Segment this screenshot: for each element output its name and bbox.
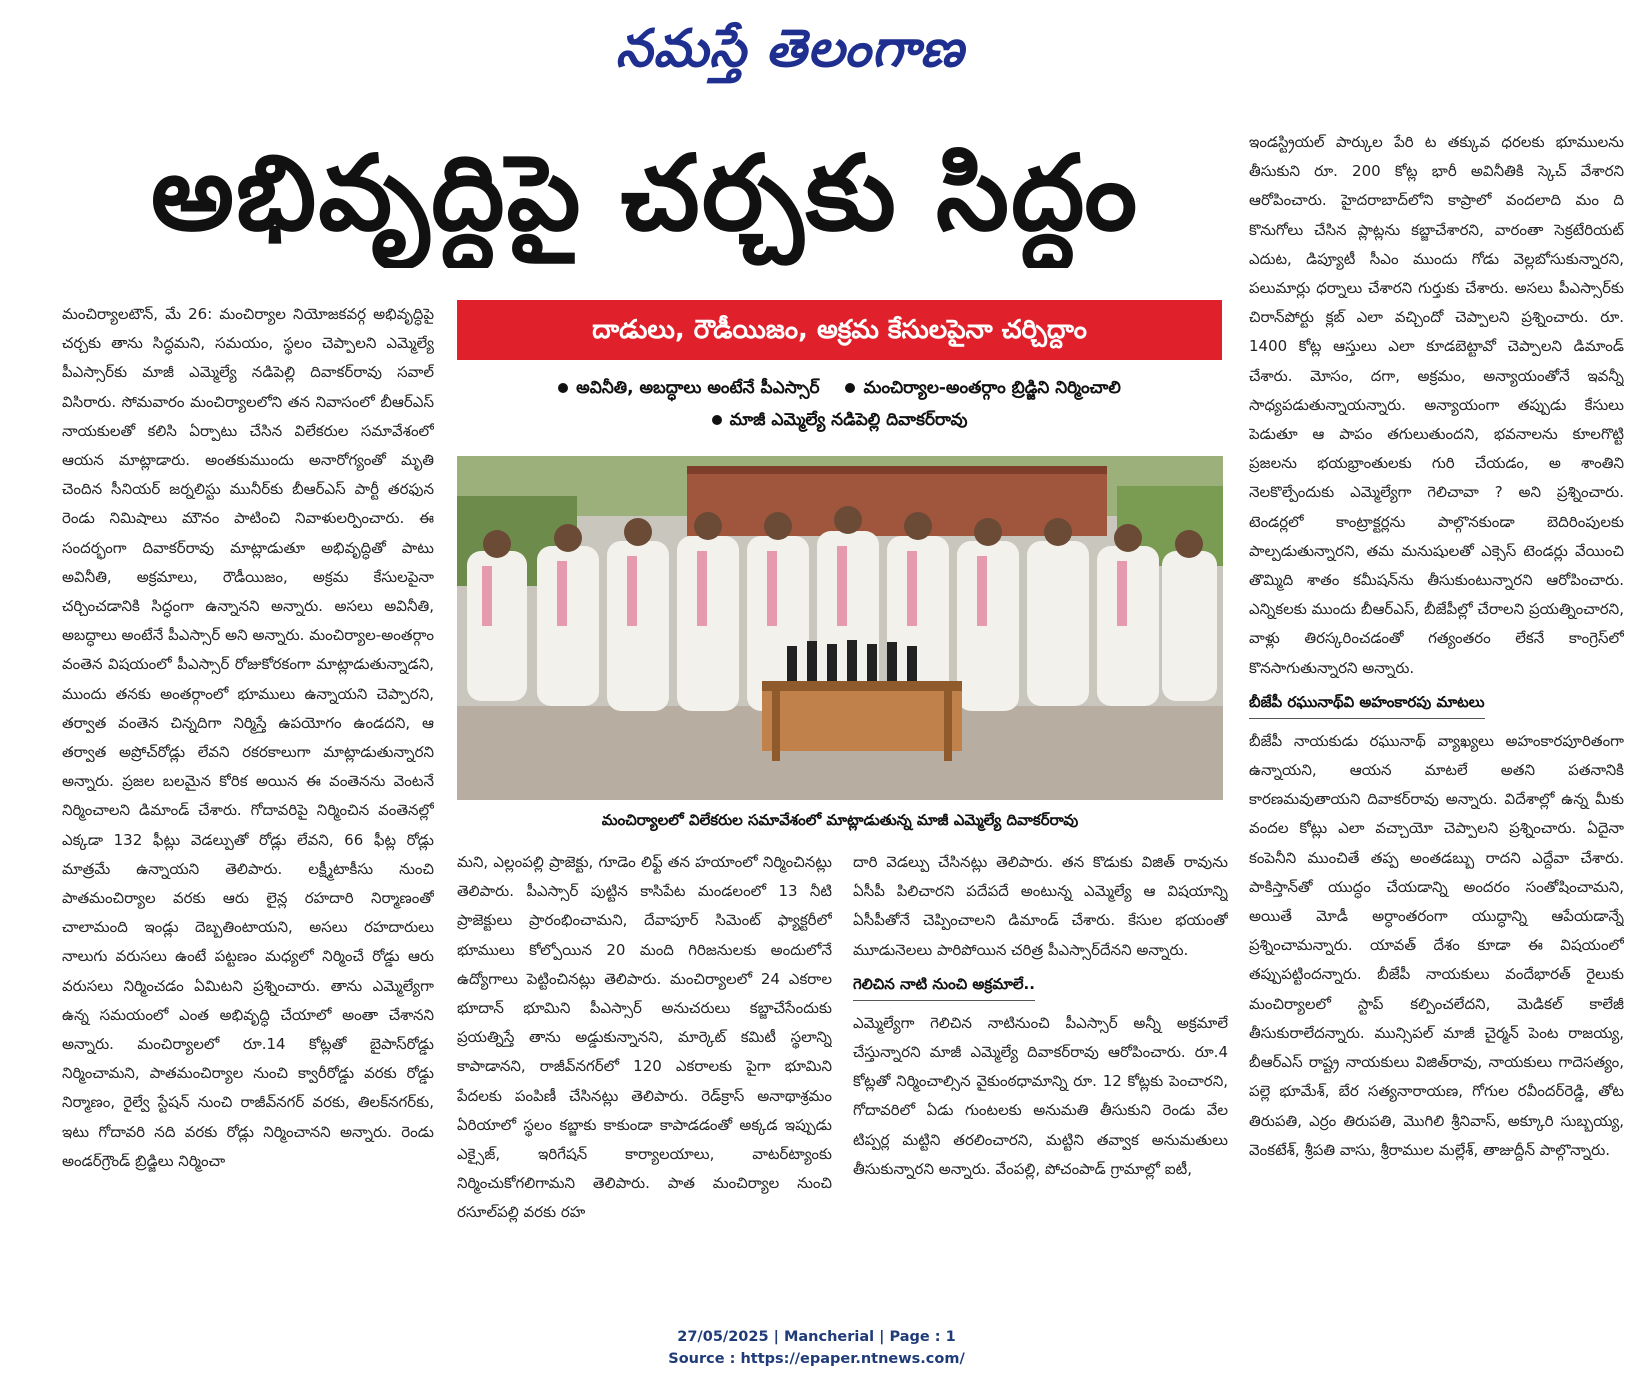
headline: అభివృద్ధిపై చర్చకు సిద్ధం [150,132,1140,254]
photo-illustration [457,456,1223,800]
highlight-bullets [457,372,1222,436]
column-text: బీజేపీ నాయకుడు రఘునాథ్ వ్యాఖ్యలు అహంకారపూరితంగా ఉన్నాయని, ఆయన మాటలే అతని పతనానికి కారణమవుతాయని దివాకర్‌రావు అన్నారు. విదేశాల్లో ఉన్న మీకు వందల కోట్లు ఎలా వచ్చాయో చెప్పాలని ప్రశ్నించారు. ఏదైనా కంపెనీని ముంచితే తప్ప అంతడబ్బు రాదని ఎద్దేవా చేశారు. పాకిస్తాన్‌తో యుద్ధం చేయడాన్ని అందరం సంతోషించామని, అయితే మోడీ అర్ధాంతరంగా యుద్ధాన్ని ఆపేయడాన్నే ప్రశ్నించామన్నారు. యావత్ దేశం కూడా ఈ విషయంలో తప్పుపట్టిందన్నారు. బీజేపీ నాయకులు వందేభారత్ రైలుకు మంచిర్యాలలో స్టాప్ కల్పించలేదని, మెడికల్ కాలేజీ తీసుకురాలేదన్నారు. మున్సిపల్ మాజీ చైర్మన్ పెంట రాజయ్య, బీఆర్‌ఎస్ రాష్ట్ర నాయకులు విజిత్‌రావు, నాయకులు గాదెసత్యం, పల్లె భూమేశ్, బేర సత్యనారాయణ, గోగుల రవీందర్‌రెడ్డి, తోట తిరుపతి, ఎర్రం తిరుపతి, మొగిలి శ్రీనివాస్, అక్కూరి సుబ్బయ్య, వెంకటేశ్, శ్రీపతి వాసు, శ్రీరాముల మల్లేశ్, తాజుద్దీన్ పాల్గొన్నారు. [1249,731,1624,1159]
page-footer [0,1326,1633,1370]
column-text: ఎమ్మెల్యేగా గెలిచిన నాటినుంచి పీఎస్సార్ అన్నీ అక్రమాలే చేస్తున్నారని మాజీ ఎమ్మెల్యే దివాకర్‌రావు ఆరోపించారు. రూ.4 కోట్లతో నిర్మించాల్సిన వైకుంఠధామాన్ని రూ. 12 కోట్లకు పెంచారని, గోదావరిలో ఏడు గుంటలకు అనుమతి తీసుకుని రెండు వేల టిప్పర్ల మట్టిని తరలించారని, మట్టిని తవ్వాక అనుమతులు తీసుకున్నారని అన్నారు. వేంపల్లి, పోచంపాడ్ గ్రామాల్లో ఐటీ, [853,1013,1228,1178]
column-text: దారి వెడల్పు చేసినట్లు తెలిపారు. తన కొడుకు విజిత్ రావును ఏసీపీ పిలిచారని పదేపదే అంటున్న ఎమ్మెల్యే ఆ విషయాన్ని ఏసీపీతోనే చెప్పించాలని డిమాండ్ చేశారు. కేసుల భయంతో మూడునెలలు పారిపోయిన చరిత్ర పీఎస్సార్‌దేనని అన్నారు. [853,853,1228,959]
photo-caption: మంచిర్యాలలో విలేకరుల సమావేశంలో మాట్లాడుతున్న మాజీ ఎమ్మెల్యే దివాకర్‌రావు [601,811,1079,829]
footer-source: Source : https://epaper.ntnews.com/ [668,1351,965,1367]
column-text: మని, ఎల్లంపల్లి ప్రాజెక్టు, గూడెం లిఫ్ట్ తన హయాంలో నిర్మించినట్లు తెలిపారు. పీఎస్సార్ పుట్టిన కాసిపేట మండలంలో 13 నీటి ప్రాజెక్టులు ప్రారంభించామని, దేవాపూర్ సిమెంట్ ఫ్యాక్టరీలో భూములు కోల్పోయిన 20 మంది గిరిజనులకు అందులోనే ఉద్యోగాలు పెట్టించినట్లు తెలిపారు. మంచిర్యాలలో 24 ఎకరాల భూదాన్ భూమిని పీఎస్సార్ అనుచరులు కబ్జాచేసేందుకు ప్రయత్నిస్తే తాను అడ్డుకున్నానని, మార్కెట్ కమిటీ స్థలాన్ని కాపాడానని, రాజీవ్‌నగర్‌లో 120 ఎకరాలకు పైగా భూమిని పేదలకు పంపిణీ చేసినట్లు తెలిపారు. రెడ్‌క్రాస్ అనాథాశ్రమం ఏరియాలో స్థలం కబ్జాకు కాకుండా కాపాడడంతో అక్కడ ఇప్పుడు ఎక్సైజ్, ఇరిగేషన్ కార్యాలయాలు, వాటర్‌ట్యాంకు నిర్మించుకోగలిగామని తెలిపారు. పాత మంచిర్యాల నుంచి రసూల్‌పల్లి వరకు రహ [457,853,832,1222]
subheadline-banner: దాడులు, రౌడీయిజం, అక్రమ కేసులపైనా చర్చిద్దాం [457,300,1222,360]
article-column-4 [1249,128,1624,1248]
section-subhead: గెలిచిన నాటి నుంచి అక్రమాలే.. [853,971,1035,1001]
bullet-item: అవినీతి, అబద్ధాలు అంటేనే పీఎస్సార్ [558,372,819,404]
press-meet-photo [457,456,1223,800]
footer-date-location: 27/05/2025 | Mancherial | Page : 1 [677,1329,956,1345]
bullet-icon [558,383,568,393]
bullet-icon [712,415,722,425]
article-column-1 [62,300,434,1280]
bullet-item: మాజీ ఎమ్మెల్యే నడిపెల్లి దివాకర్‌రావు [712,404,968,436]
newspaper-masthead: నమస్తే తెలంగాణ [615,18,965,79]
section-subhead: బీజేపీ రఘునాథ్‌వి అహంకారపు మాటలు [1249,689,1485,719]
article-column-2 [457,848,832,1228]
column-text: మంచిర్యాలటౌన్, మే 26: మంచిర్యాల నియోజకవర్గ అభివృద్ధిపై చర్చకు తాను సిద్ధమని, సమయం, స్థలం చెప్పాలని ఎమ్మెల్యే పీఎస్సార్‌కు మాజీ ఎమ్మెల్యే నడిపెల్లి దివాకర్‌రావు సవాల్ విసిరారు. సోమవారం మంచిర్యాలలోని తన నివాసంలో బీఆర్‌ఎస్ నాయకులతో కలిసి ఏర్పాటు చేసిన విలేకరుల సమావేశంలో ఆయన మాట్లాడారు. అంతకుముందు అనారోగ్యంతో మృతి చెందిన సీనియర్ జర్నలిస్టు మునీర్‌కు బీఆర్‌ఎస్ పార్టీ తరఫున రెండు నిమిషాలు మౌనం పాటించి నివాళులర్పించారు. ఈ సందర్భంగా దివాకర్‌రావు మాట్లాడుతూ అభివృద్ధితో పాటు అవినీతి, అక్రమాలు, రౌడీయిజం, అక్రమ కేసులపైనా చర్చించడానికి సిద్ధంగా ఉన్నానని అన్నారు. అసలు అవినీతి, అబద్ధాలు అంటేనే పీఎస్సార్ అని అన్నారు. మంచిర్యాల-అంతర్గాం వంతెన విషయంలో పీఎస్సార్ రోజుకోరకంగా మాట్లాడుతున్నాడని, ముందు తనకు అంతర్గాంలో భూములు ఉన్నాయని చెప్పారని, తర్వాత వంతెన చిన్నదిగా నిర్మిస్తే ఉపయోగం ఉండదని, ఆ తర్వాత అప్రోచ్‌రోడ్లు లేవని రకరకాలుగా మాట్లాడుతున్నారని అన్నారు. ప్రజల బలమైన కోరిక అయిన ఈ వంతెనను వెంటనే నిర్మించాలని డిమాండ్ చేశారు. గోదావరిపై నిర్మించిన వంతెనల్లో ఎక్కడా 132 ఫీట్లు వెడల్పుతో రోడ్లు లేవని, 66 ఫీట్ల రోడ్లు మాత్రమే ఉన్నాయని తెలిపారు. లక్ష్మీటాకీసు నుంచి పాతమంచిర్యాల వరకు ఆరు లైన్ల రహదారి నిర్మాణంతో చాలామంది ఇండ్లు దెబ్బతింటాయని, అసలు రహదారులు నాలుగు వరుసలు ఉంటే పట్టణం మధ్యలో నిర్మించే రోడ్డు ఆరు వరుసలు నిర్మించడం ఏమిటని ప్రశ్నించారు. తాను ఎమ్మెల్యేగా ఉన్న సమయంలో ఎంత అభివృద్ధి చేయాలో అంతా చేశానని అన్నారు. మంచిర్యాలలో రూ.14 కోట్లతో బైపాస్‌రోడ్డు నిర్మించామని, పాతమంచిర్యాల నుంచి క్వారీరోడ్డు వరకు రోడ్డు నిర్మాణం, రైల్వే స్టేషన్ నుంచి రాజీవ్‌నగర్ వరకు, తిలక్‌నగర్‌కు, ఇటు గోదావరి నది వరకు రోడ్లు నిర్మించానని అన్నారు. రెండు అండర్‌గ్రౌండ్ బ్రిడ్జిలు నిర్మించా [62,305,434,1170]
column-text: ఇండస్ట్రియల్ పార్కుల పేరి ట తక్కువ ధరలకు భూములను తీసుకుని రూ. 200 కోట్ల భారీ అవినీతికి స్కెచ్ వేశారని ఆరోపించారు. హైదరాబాద్‌లోని కాప్రాలో వందలాది మం ది కొనుగోలు చేసిన ప్లాట్లను కబ్జాచేశారని, వారంతా సెక్రటేరియట్ ఎదుట, డిప్యూటీ సీఎం ముందు గోడు వెల్లబోసుకున్నారని, పలుమార్లు ధర్నాలు చేశారని గుర్తుకు చేశారు. అసలు పీఎస్సార్‌కు చిరాన్‌పోర్టు క్లబ్ ఎలా వచ్చిందో చెప్పాలని ప్రశ్నించారు. రూ. 1400 కోట్ల ఆస్తులు ఎలా కూడబెట్టావో చెప్పాలని డిమాండ్ చేశారు. మోసం, దగా, అక్రమం, అన్యాయంతోనే ఇవన్నీ సాధ్యపడుతున్నాయన్నారు. అన్యాయంగా తప్పుడు కేసులు పెడుతూ ఆ పాపం తగులుతుందని, భవనాలను కూలగొట్టి ప్రజలను భయభ్రాంతులకు గురి చేయడం, అ శాంతిని నెలకొల్పేందుకు ఎమ్మెల్యేగా గెలిచావా ? అని ప్రశ్నించారు. టెండర్లలో కాంట్రాక్టర్లను పాల్గొనకుండా బెదిరింపులకు పాల్పడుతున్నారని, తమ మనుషులతో ఎక్సెస్ టెండర్లు వేయించి తొమ్మిది శాతం కమీషన్‌ను తీసుకుంటున్నారని ఆరోపించారు. ఎన్నికలకు ముందు బీఆర్‌ఎస్, బీజేపీల్లో చేరాలని ప్రయత్నించారని, వాళ్లు తిరస్కరించడంతో గత్యంతరం లేకనే కాంగ్రెస్‌లో కొనసాగుతున్నారని అన్నారు. [1249,133,1624,677]
article-column-3 [853,848,1228,1228]
bullet-icon [845,383,855,393]
bullet-item: మంచిర్యాల-అంతర్గాం బ్రిడ్జిని నిర్మించాలి [845,372,1120,404]
